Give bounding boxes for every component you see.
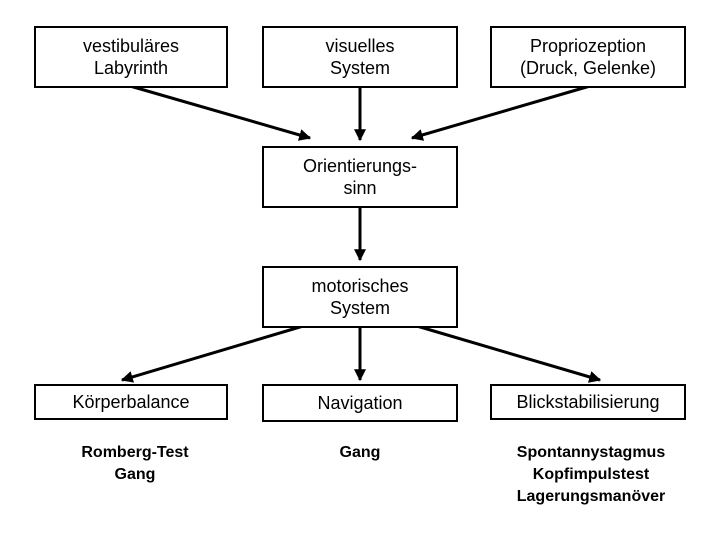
orientation-sense-box: Orientierungs- sinn [262, 146, 458, 208]
arrow-vestibular-to-orientation [130, 86, 310, 138]
motor-system-box: motorisches System [262, 266, 458, 328]
navigation-box: Navigation [262, 384, 458, 422]
gaze-tests-text: Spontannystagmus Kopfimpulstest Lagerungsmanöver [516, 444, 666, 505]
proprioception-box: Propriozeption (Druck, Gelenke) [490, 26, 686, 88]
arrow-motor-to-balance [122, 324, 310, 380]
balance-tests-text: Romberg-Test Gang [81, 444, 189, 483]
navigation-tests-text: Gang [339, 444, 381, 461]
arrow-proprioception-to-orientation [412, 86, 590, 138]
vestibular-labyrinth-box: vestibuläres Labyrinth [34, 26, 228, 88]
arrow-motor-to-gaze [410, 324, 600, 380]
gaze-stabilization-box: Blickstabilisierung [490, 384, 686, 420]
body-balance-box: Körperbalance [34, 384, 228, 420]
visual-system-box: visuelles System [262, 26, 458, 88]
